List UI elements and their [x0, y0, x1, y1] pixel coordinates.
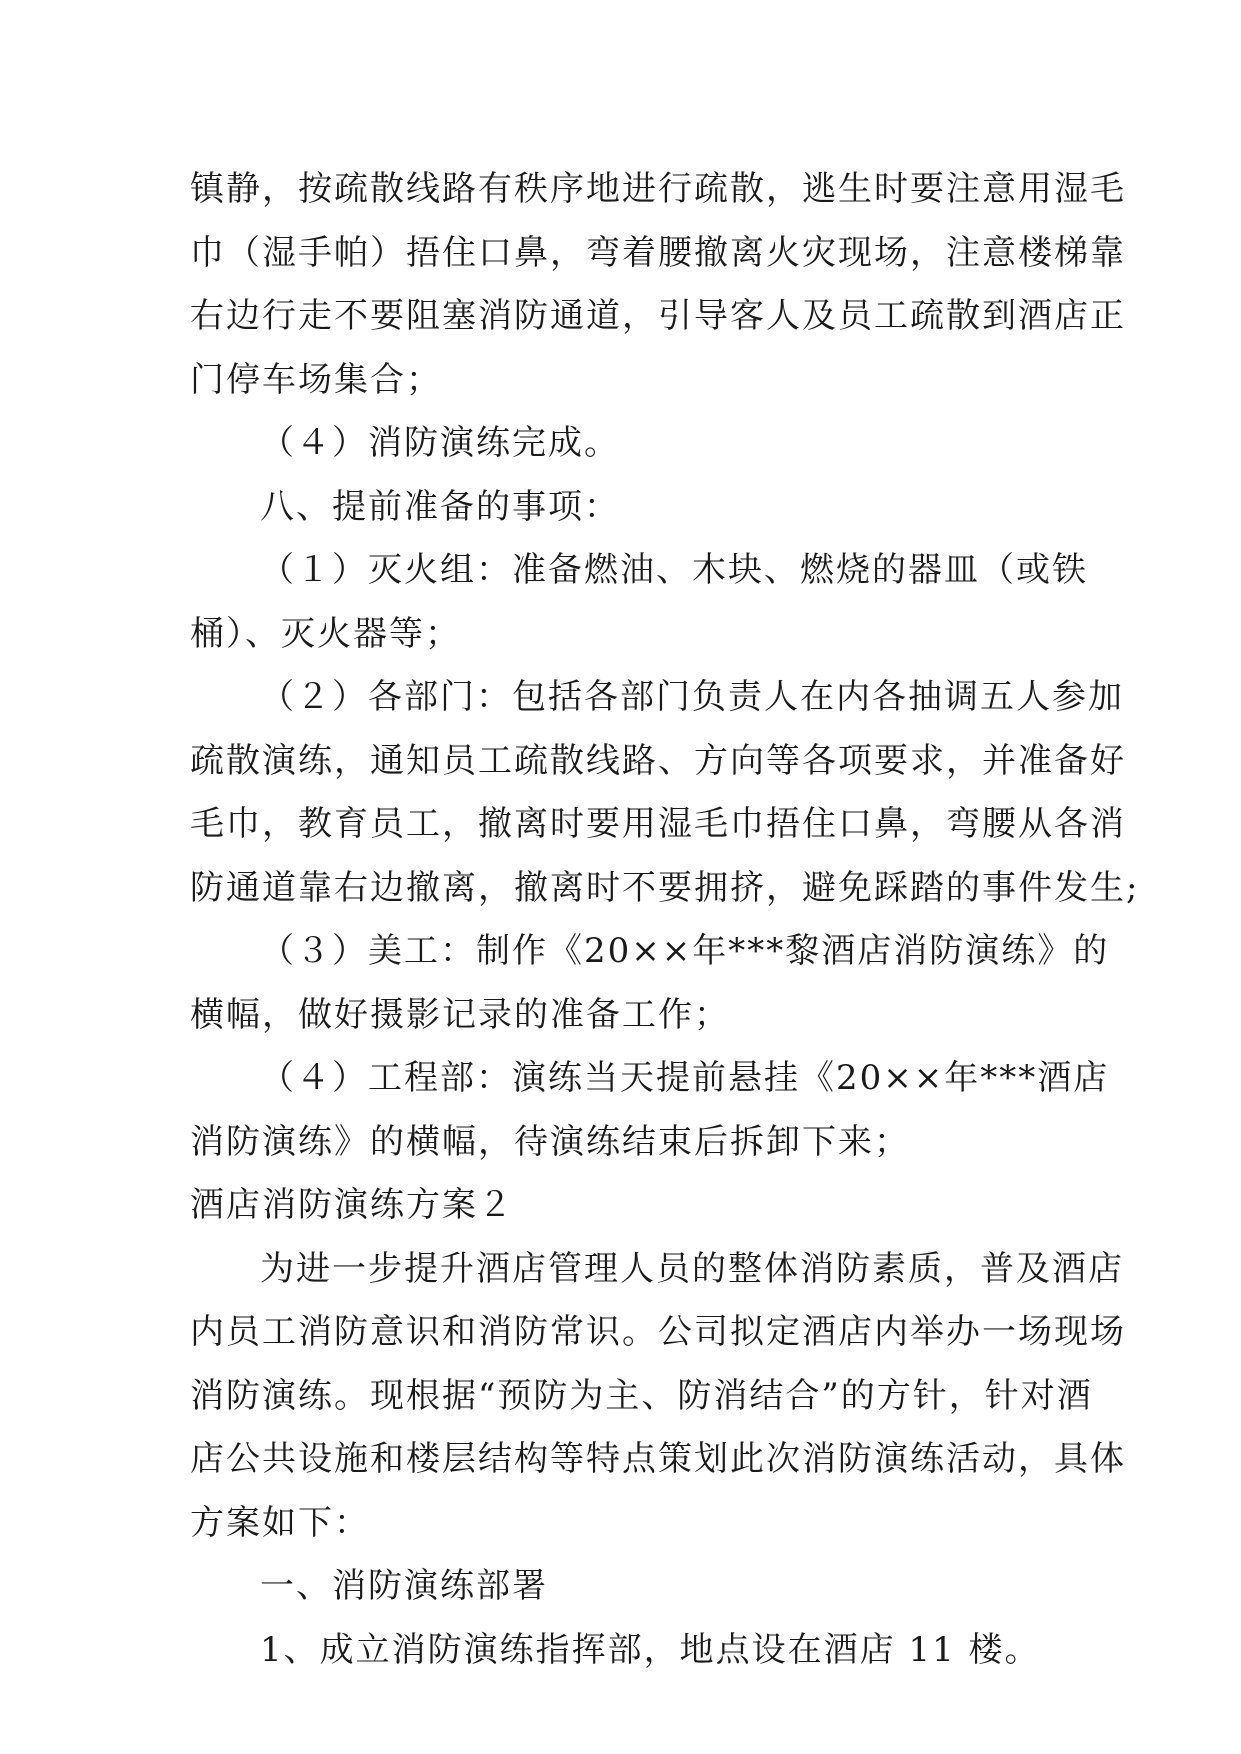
text-line: 店公共设施和楼层结构等特点策划此次消防演练活动，具体 [190, 1439, 1126, 1479]
text-line: 桶）、灭火器等； [190, 613, 461, 654]
text-line: 疏散演练，通知员工疏散线路、方向等各项要求，并准备好 [190, 740, 1126, 781]
text-line: 右边行走不要阻塞消防通道，引导客人及员工疏散到酒店正 [190, 296, 1126, 336]
text-line: 横幅，做好摄影记录的准备工作； [190, 994, 730, 1035]
list-item: （１）灭火组：准备燃油、木块、燃烧的器皿（或铁 [260, 550, 1088, 590]
body-text [190, 158, 1140, 1682]
text-line: 防通道靠右边撤离，撤离时不要拥挤，避免踩踏的事件发生; [190, 867, 1140, 908]
text-line: 门停车场集合； [190, 359, 442, 400]
section-heading: 一、消防演练部署 [260, 1566, 548, 1606]
section-title: 酒店消防演练方案２ [190, 1185, 514, 1225]
text-line: 巾（湿手帕）捂住口鼻，弯着腰撤离火灾现场，注意楼梯靠 [190, 232, 1126, 273]
paragraph-start: 为进一步提升酒店管理人员的整体消防素质，普及酒店 [260, 1248, 1124, 1289]
text-line: 方案如下： [190, 1502, 370, 1543]
text-line: 消防演练。现根据“预防为主、防消结合”的方针，针对酒 [190, 1375, 1093, 1416]
list-item: （３）美工：制作《20××年***黎酒店消防演练》的 [260, 931, 1110, 971]
list-item: （４）消防演练完成。 [260, 423, 620, 463]
text-line: 内员工消防意识和消防常识。公司拟定酒店内举办一场现场 [190, 1312, 1126, 1352]
section-heading: 八、提前准备的事项： [260, 486, 620, 527]
list-item: （４）工程部：演练当天提前悬挂《20××年***酒店 [260, 1058, 1110, 1098]
text-line: 消防演练》的横幅，待演练结束后拆卸下来； [190, 1121, 910, 1162]
text-line: 毛巾，教育员工，撤离时要用湿毛巾捂住口鼻，弯腰从各消 [190, 804, 1126, 844]
text-line: 镇静，按疏散线路有秩序地进行疏散，逃生时要注意用湿毛 [190, 169, 1126, 209]
list-item: （２）各部门：包括各部门负责人在内各抽调五人参加 [260, 677, 1124, 717]
list-item: 1、成立消防演练指挥部，地点设在酒店 11 楼。 [260, 1629, 1041, 1670]
